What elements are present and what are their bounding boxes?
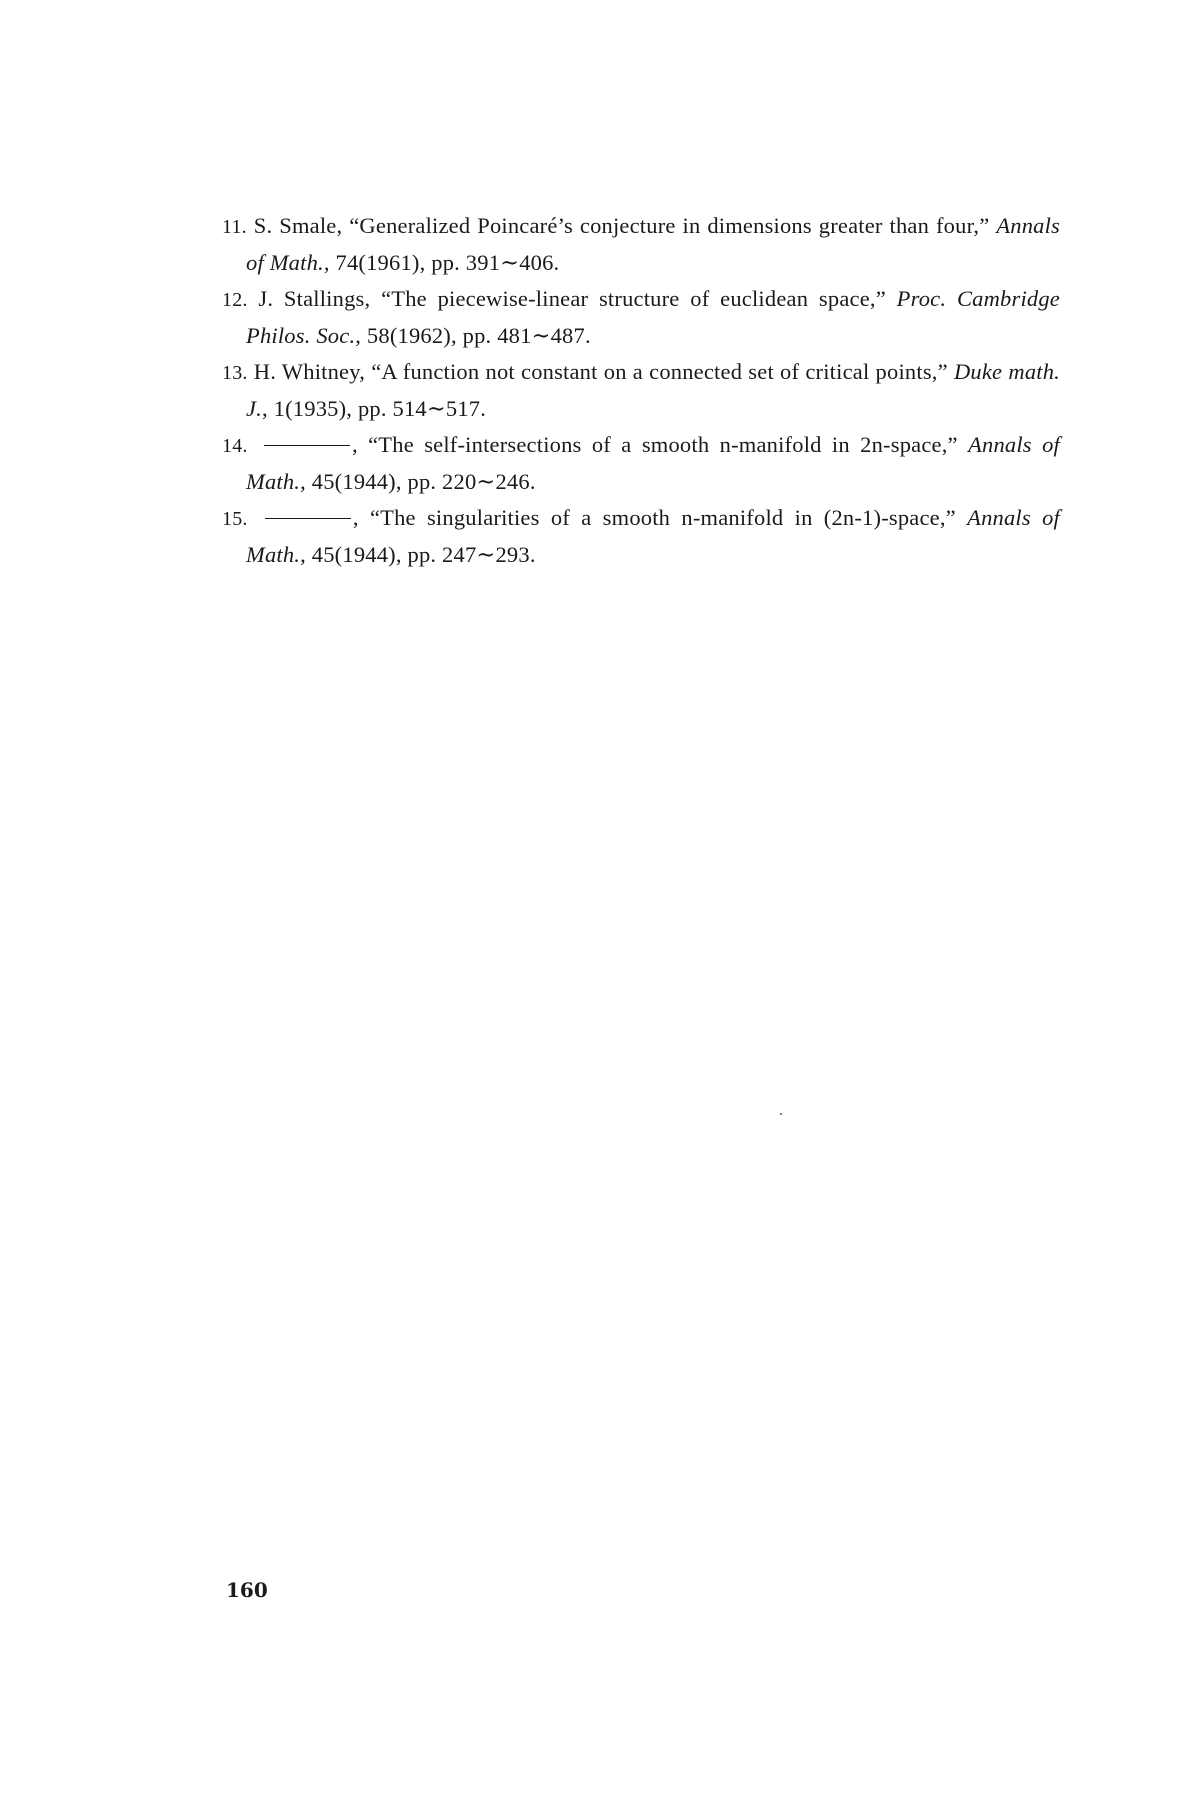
reference-item-15 xyxy=(222,500,1060,573)
reference-item-12 xyxy=(222,281,1060,354)
reference-text: J. Stallings, “The piecewise-linear structure of euclidean space,” xyxy=(258,286,897,311)
reference-number: 11. xyxy=(222,216,247,238)
reference-journal: Proc. Cambridge Philos. Soc. xyxy=(246,286,1060,348)
reference-text: H. Whitney, “A function not constant on a connected set of critical points,” xyxy=(253,359,954,384)
reference-journal: Annals of Math. xyxy=(246,213,1061,275)
reference-item-13 xyxy=(222,354,1060,427)
page-number: 160 xyxy=(226,1578,268,1602)
reference-number: 13. xyxy=(222,362,248,384)
reference-list xyxy=(222,208,1060,573)
reference-citation: , 45(1944), pp. 220∼246. xyxy=(300,469,536,494)
reference-text: , “The singularities of a smooth n-manifold in (2n-1)-space,” xyxy=(352,505,968,530)
reference-text: S. Smale, “Generalized Poincaré’s conjecture in dimensions greater than four,” xyxy=(253,213,997,238)
reference-citation: , 45(1944), pp. 247∼293. xyxy=(300,542,536,567)
reference-number: 14. xyxy=(222,435,248,457)
ditto-author-rule xyxy=(265,517,351,519)
reference-citation: , 74(1961), pp. 391∼406. xyxy=(323,250,560,275)
ditto-author-rule xyxy=(264,444,350,446)
reference-journal: Duke math. J. xyxy=(246,359,1061,421)
reference-journal: Annals of Math. xyxy=(246,505,1060,567)
reference-citation: , 1(1935), pp. 514∼517. xyxy=(262,396,487,421)
reference-citation: , 58(1962), pp. 481∼487. xyxy=(355,323,591,348)
reference-number: 15. xyxy=(222,508,248,530)
scan-speck xyxy=(780,1113,782,1115)
reference-item-14 xyxy=(222,427,1060,500)
reference-number: 12. xyxy=(222,289,248,311)
reference-text: , “The self-intersections of a smooth n-manifold in 2n-space,” xyxy=(351,432,969,457)
reference-item-11 xyxy=(222,208,1060,281)
reference-journal: Annals of Math. xyxy=(246,432,1060,494)
